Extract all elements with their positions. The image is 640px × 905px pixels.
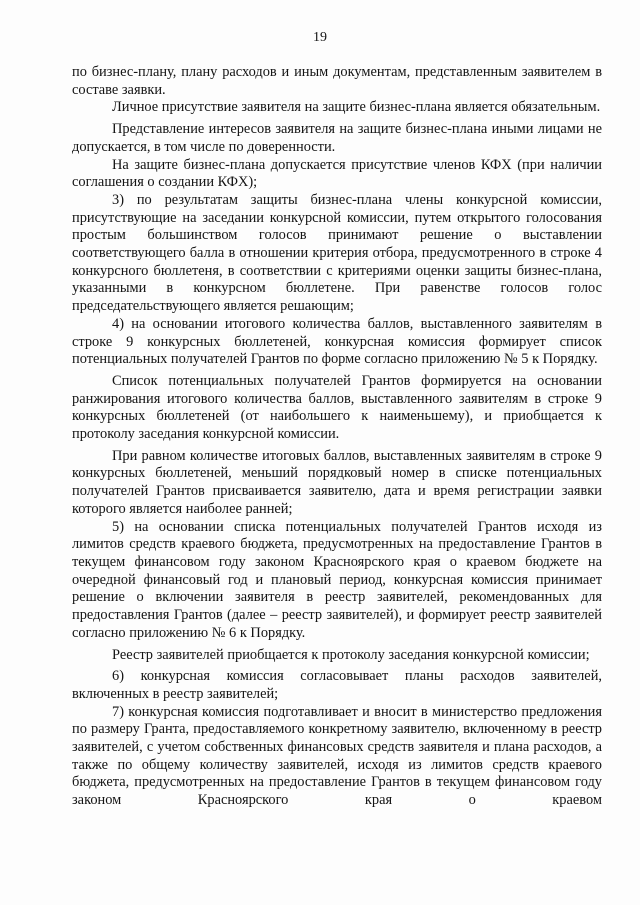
paragraph-kfh-members: На защите бизнес-плана допускается присутствие членов КФХ (при наличии соглашения о создании КФХ); (72, 156, 602, 191)
document-body (72, 64, 602, 810)
paragraph-item-7: 7) конкурсная комиссия подготавливает и вносит в министерство предложения по размеру Гранта, предоставляемого конкретному заявителю, включенному в реестр заявителей, с учетом собственных финансовых средств заявителя и плана расходов, а также по общему количеству заявителей, исходя из лимитов средств краевого бюджета, предусмотренных на предоставление Грантов в текущем финансовом году законом Красноярского края о краевом (72, 703, 602, 809)
paragraph-continuation: по бизнес-плану, плану расходов и иным документам, представленным заявителем в составе заявки. (72, 64, 602, 98)
paragraph-item-6: 6) конкурсная комиссия согласовывает планы расходов заявителей, включенных в реестр заявителей; (72, 668, 602, 702)
paragraph-item-5: 5) на основании списка потенциальных получателей Грантов исходя из лимитов средств краевого бюджета, предусмотренных на предоставление Грантов в текущем финансовом году законом Красноярского края о краевом бюджете на очередной финансовый год и плановый период, конкурсная комиссия принимает решение о включении заявителя в реестр заявителей, рекомендованных для предоставления Грантов (далее – реестр заявителей), и формирует реестр заявителей согласно приложению № 6 к Порядку. (72, 518, 602, 641)
page-number: 19 (313, 30, 327, 45)
paragraph-item-4: 4) на основании итогового количества баллов, выставленного заявителям в строке 9 конкурсных бюллетеней, конкурсная комиссия формирует список потенциальных получателей Грантов по форме согласно приложению № 5 к Порядку. (72, 315, 602, 368)
paragraph-registry: Реестр заявителей приобщается к протоколу заседания конкурсной комиссии; (112, 646, 590, 663)
paragraph-personal-presence: Личное присутствие заявителя на защите бизнес-плана является обязательным. (112, 99, 601, 116)
paragraph-grantee-list: Список потенциальных получателей Грантов формируется на основании ранжирования итогового количества баллов, выставленного заявителям в строке 9 конкурсных бюллетеней (от наибольшего к наименьшему), и приобщается к протоколу заседания конкурсной комиссии. (72, 372, 602, 443)
paragraph-item-3: 3) по результатам защиты бизнес-плана члены конкурсной комиссии, присутствующие на заседании конкурсной комиссии, путем открытого голосования простым большинством голосов принимают решение о выставлении соответствующего балла в отношении критерия отбора, предусмотренного в строке 4 конкурсного бюллетеня, в соответствии с критериями оценки защиты бизнес-плана, указанными в конкурсном бюллетене. При равенстве голосов голос председательствующего является решающим; (72, 191, 602, 315)
paragraph-equal-scores: При равном количестве итоговых баллов, выставленных заявителям в строке 9 конкурсных бюллетеней, меньший порядковый номер в списке потенциальных получателей Грантов присваивается заявителю, дата и время регистрации заявки которого является наиболее ранней; (72, 447, 602, 517)
paragraph-representation: Представление интересов заявителя на защите бизнес-плана иными лицами не допускается, в том числе по доверенности. (72, 121, 602, 155)
